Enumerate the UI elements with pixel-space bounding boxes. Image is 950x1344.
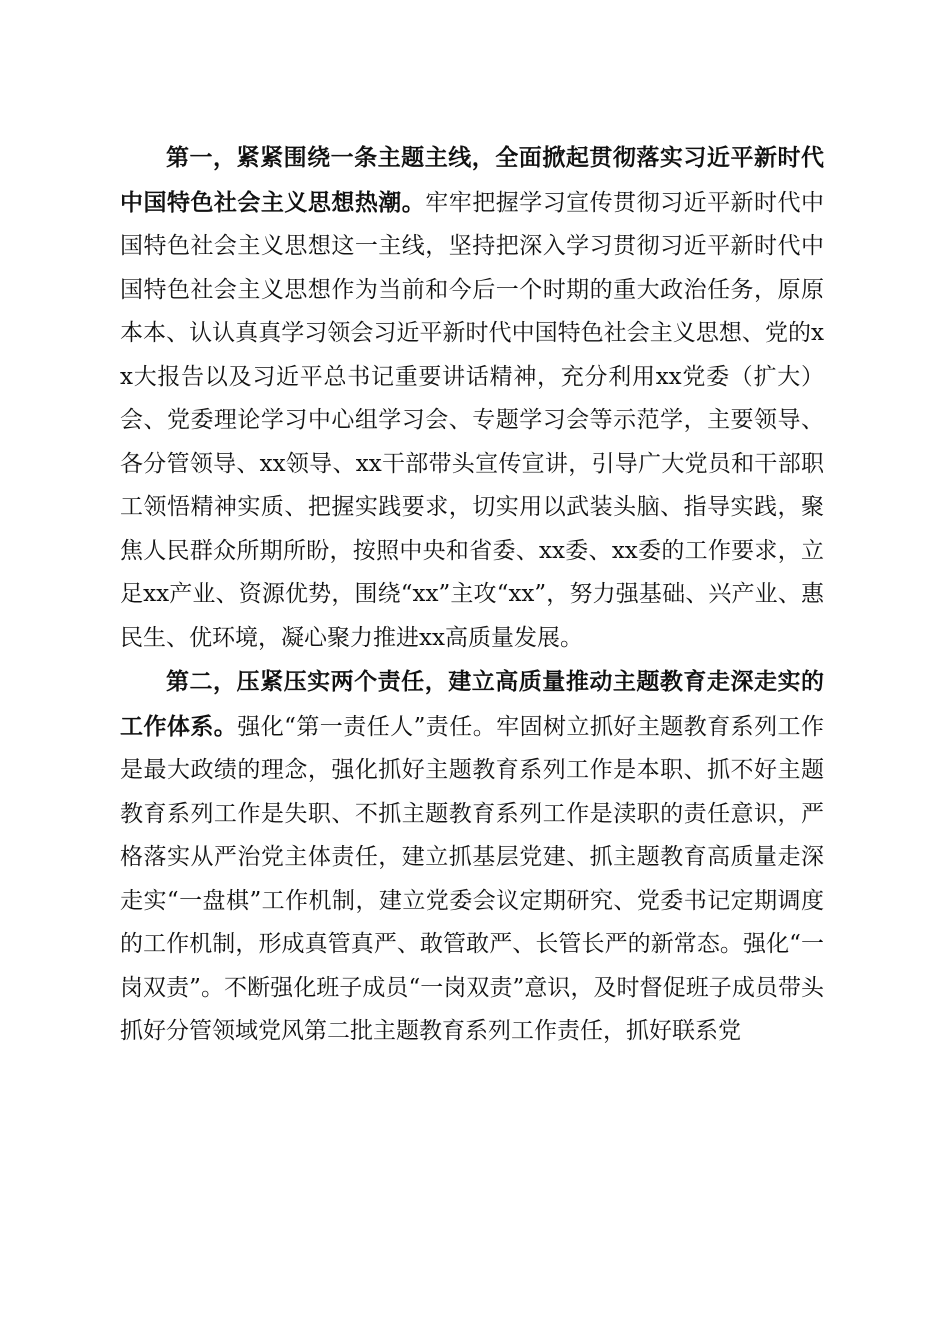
document-body — [120, 136, 824, 1054]
paragraph-first-body: 牢牢把握学习宣传贯彻习近平新时代中国特色社会主义思想这一主线，坚持把深入学习贯彻习近平新时代中国特色社会主义思想作为当前和今后一个时期的重大政治任务，原原本本、认认真真学习领会习近平新时代中国特色社会主义思想、党的xx大报告以及习近平总书记重要讲话精神，充分利用xx党委（扩大）会、党委理论学习中心组学习会、专题学习会等示范学，主要领导、各分管领导、xx领导、xx干部带头宣传宣讲，引导广大党员和干部职工领悟精神实质、把握实践要求，切实用以武装头脑、指导实践，聚焦人民群众所期所盼，按照中央和省委、xx委、xx委的工作要求，立足xx产业、资源优势，围绕“xx”主攻“xx”，努力强基础、兴产业、惠民生、优环境，凝心聚力推进xx高质量发展。 — [120, 189, 825, 651]
paragraph-first-lead: 第一，紧紧围绕一条主题主线，全面掀起贯彻落实习近平新时代中国特色社会主义思想热潮。 — [120, 144, 824, 216]
paragraph-second-body: 强化“第一责任人”责任。牢固树立抓好主题教育系列工作是最大政绩的理念，强化抓好主题教育系列工作是本职、抓不好主题教育系列工作是失职、不抓主题教育系列工作是渎职的责任意识，严格落实从严治党主体责任，建立抓基层党建、抓主题教育高质量走深走实“一盘棋”工作机制，建立党委会议定期研究、党委书记定期调度的工作机制，形成真管真严、敢管敢严、长管长严的新常态。强化“一岗双责”。不断强化班子成员“一岗双责”意识，及时督促班子成员带头抓好分管领域党风第二批主题教育系列工作责任，抓好联系党 — [120, 713, 824, 1044]
paragraph-first — [120, 136, 824, 660]
paragraph-second-lead: 第二，压紧压实两个责任，建立高质量推动主题教育走深走实的工作体系。 — [120, 668, 824, 740]
paragraph-second — [120, 660, 824, 1054]
